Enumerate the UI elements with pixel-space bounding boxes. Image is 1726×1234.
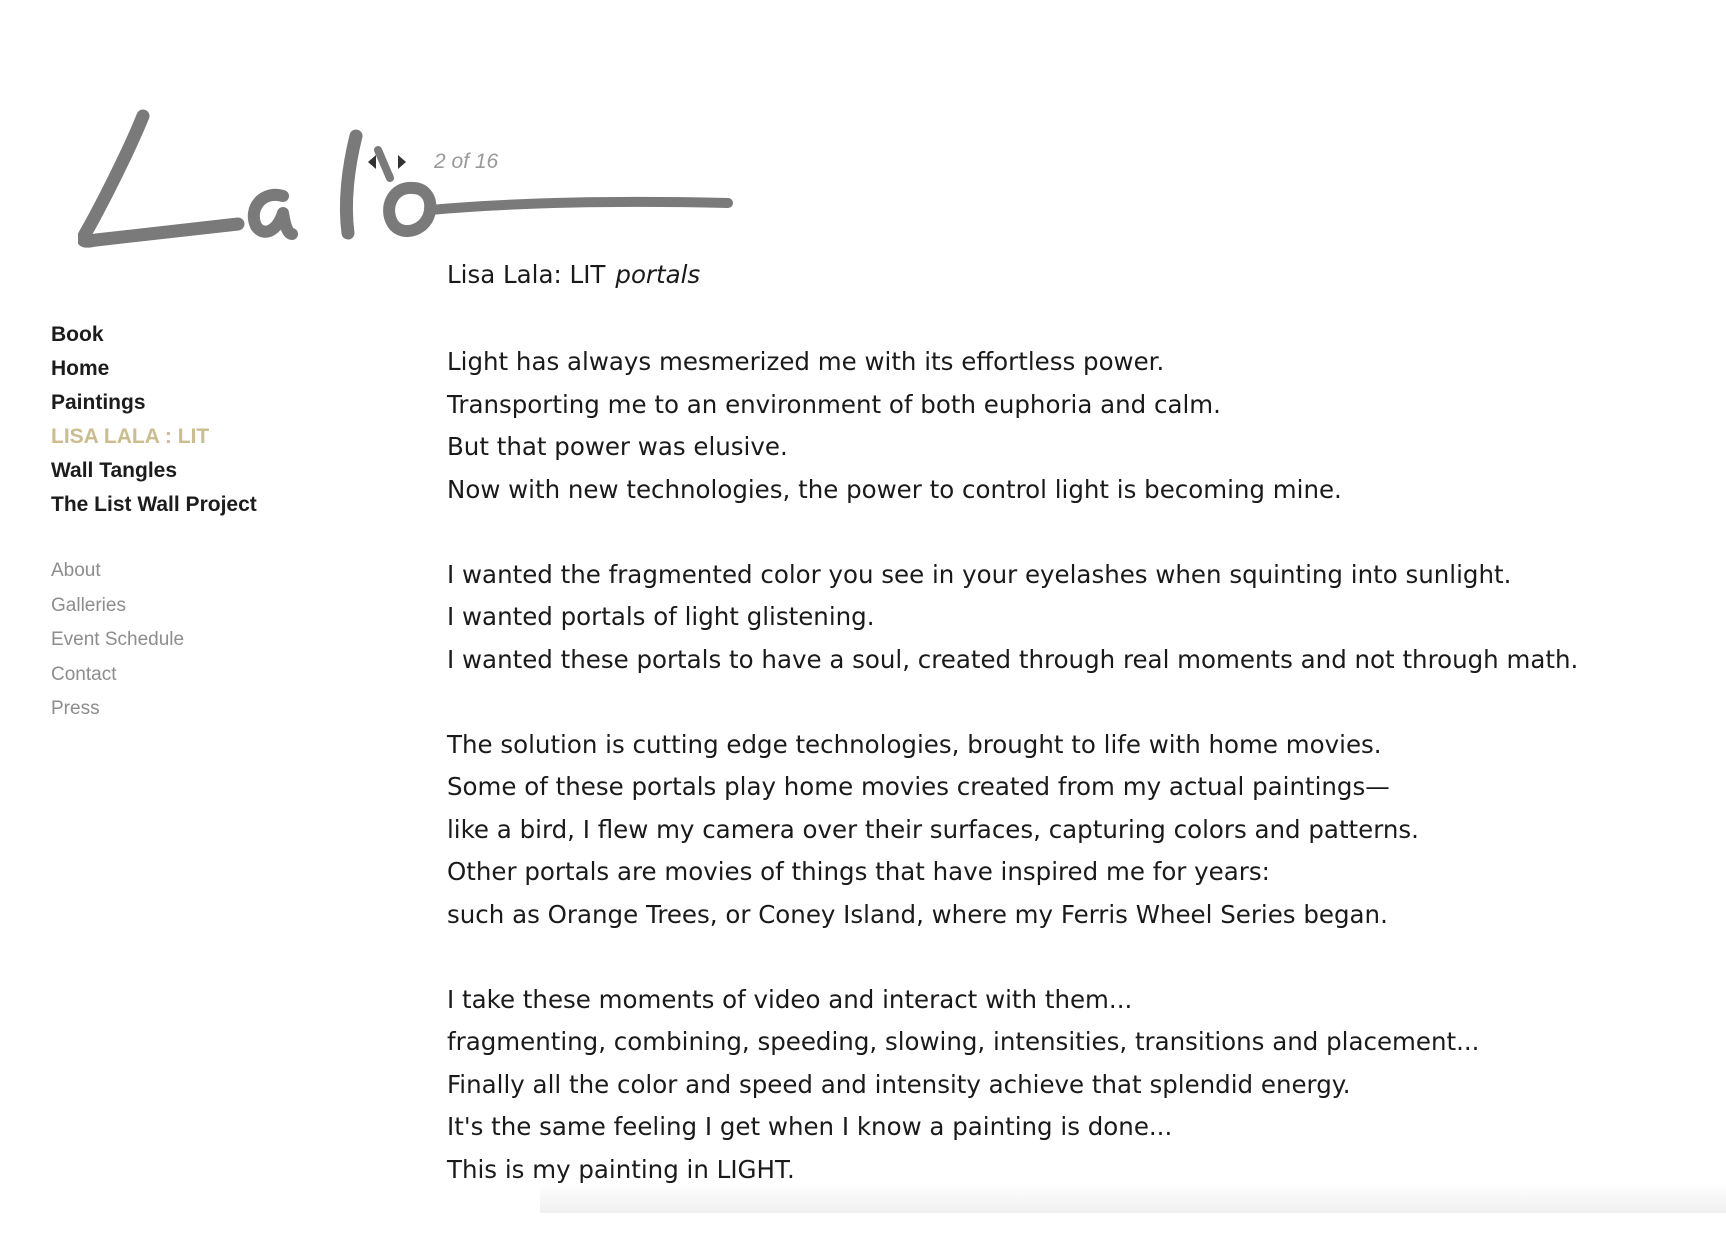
paragraph	[447, 979, 1687, 1192]
title-text: Lisa Lala: LIT	[447, 260, 606, 289]
lala-signature-logo	[78, 108, 738, 258]
text-line: Now with new technologies, the power to control light is becoming mine.	[447, 474, 1342, 504]
nav-item-paintings[interactable]: Paintings	[51, 391, 146, 414]
text-line: Light has always mesmerized me with its effortless power.	[447, 347, 1165, 376]
page-title	[447, 258, 1687, 292]
text-line: The solution is cutting edge technologies, brought to life with home movies.	[447, 729, 1382, 759]
nav-item-book[interactable]: Book	[51, 323, 104, 346]
nav-item-list-wall-project[interactable]: The List Wall Project	[51, 493, 257, 516]
title-italic: portals	[615, 260, 701, 289]
text-line: I take these moments of video and interact with them...	[447, 984, 1133, 1014]
text-line: Transporting me to an environment of both euphoria and calm.	[447, 389, 1221, 419]
text-line: But that power was elusive.	[447, 432, 788, 461]
slide-counter: 2 of 16	[434, 150, 499, 173]
paragraph	[447, 554, 1687, 682]
slideshow-pager	[368, 150, 498, 174]
text-line: I wanted these portals to have a soul, created through real moments and not through math.	[447, 644, 1579, 674]
nav-item-contact[interactable]: Contact	[51, 663, 117, 685]
text-line: such as Orange Trees, or Coney Island, where my Ferris Wheel Series began.	[447, 899, 1388, 929]
nav-item-home[interactable]: Home	[51, 357, 110, 380]
text-line: fragmenting, combining, speeding, slowing, intensities, transitions and placement...	[447, 1027, 1480, 1056]
text-line: Finally all the color and speed and intensity achieve that splendid energy.	[447, 1069, 1351, 1099]
nav-item-about[interactable]: About	[51, 560, 101, 581]
text-line: Other portals are movies of things that have inspired me for years:	[447, 857, 1270, 886]
nav-item-event-schedule[interactable]: Event Schedule	[51, 629, 185, 650]
text-line: I wanted the fragmented color you see in your eyelashes when squinting into sunlight.	[447, 559, 1512, 589]
text-line: Some of these portals play home movies created from my actual paintings—	[447, 772, 1390, 801]
next-arrow-icon[interactable]	[398, 155, 406, 169]
text-line: I wanted portals of light glistening.	[447, 602, 875, 631]
text-line: like a bird, I flew my camera over their surfaces, capturing colors and patterns.	[447, 814, 1419, 844]
paragraph	[447, 341, 1687, 511]
nav-item-wall-tangles[interactable]: Wall Tangles	[51, 459, 178, 482]
paragraph	[447, 724, 1687, 937]
nav-item-press[interactable]: Press	[51, 698, 100, 719]
bottom-fade	[540, 1183, 1726, 1213]
text-line: This is my painting in LIGHT.	[447, 1154, 795, 1184]
previous-arrow-icon[interactable]	[368, 155, 376, 169]
main-content	[447, 258, 1687, 1234]
nav-item-galleries[interactable]: Galleries	[51, 594, 126, 616]
text-line: It's the same feeling I get when I know a painting is done...	[447, 1112, 1173, 1141]
secondary-nav	[51, 554, 184, 727]
primary-nav	[51, 318, 257, 522]
site-logo[interactable]	[78, 108, 738, 258]
nav-item-lisa-lala-lit[interactable]: LISA LALA : LIT	[51, 425, 210, 448]
